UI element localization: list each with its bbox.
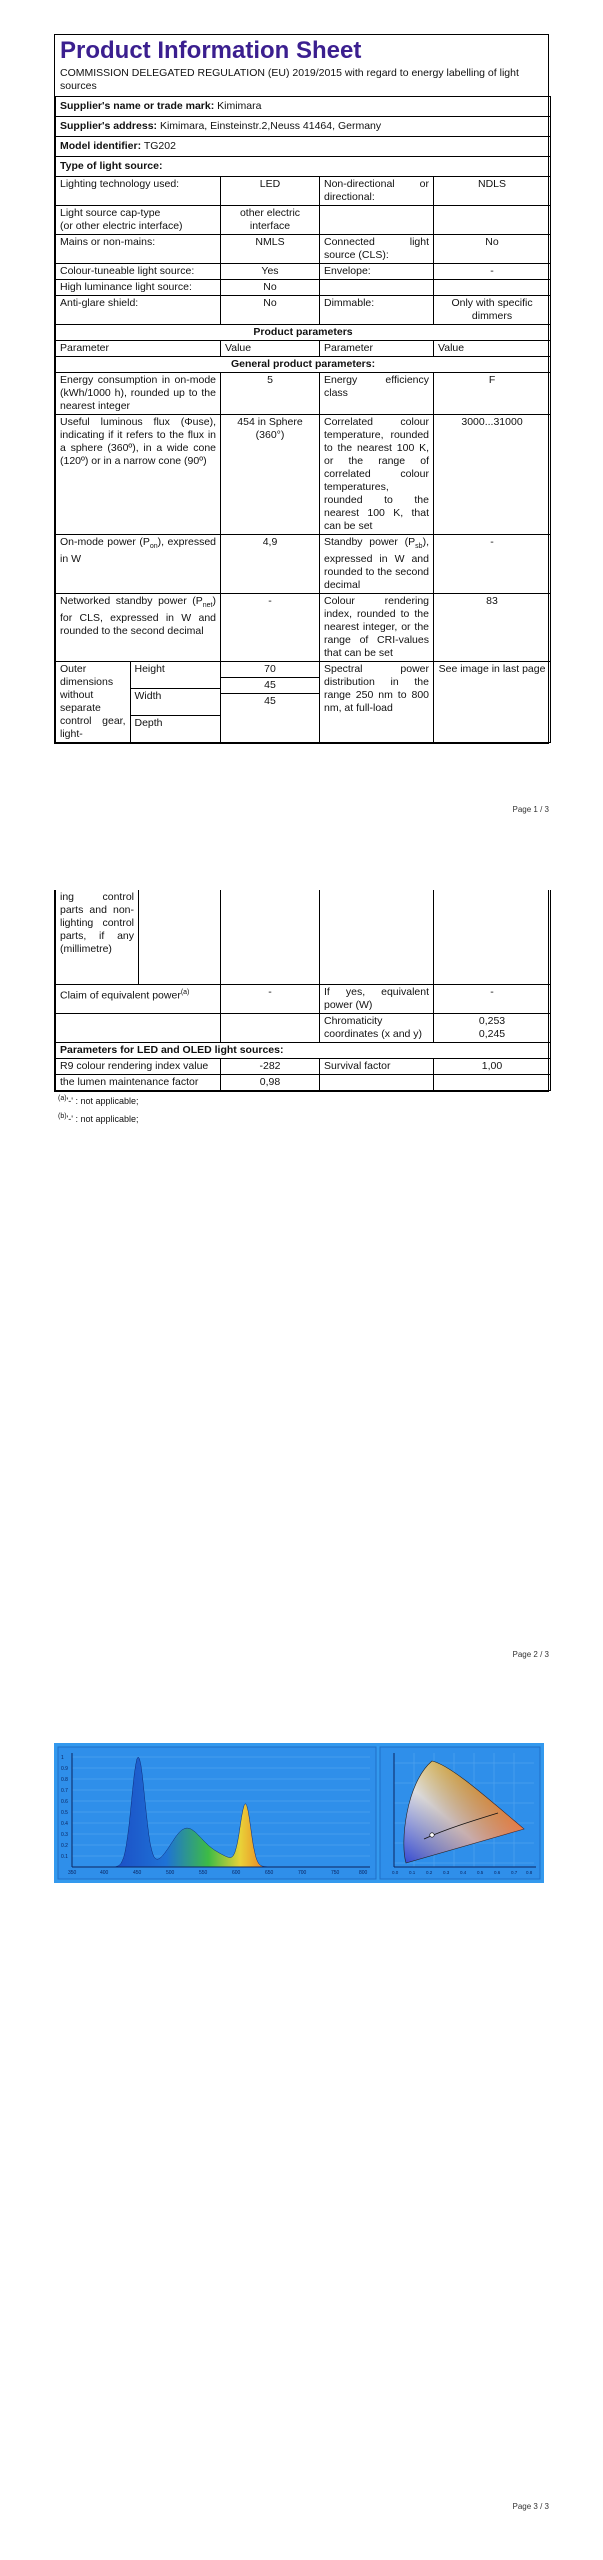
- lumen-maintenance-value: 0,98: [221, 1075, 320, 1091]
- luminous-flux-value: 454 in Sphere (360°): [221, 415, 320, 535]
- spectrum-y-tick: 1: [61, 1755, 64, 1761]
- page-number-2: Page 2 / 3: [512, 1650, 549, 1659]
- empty-cell: [139, 890, 221, 985]
- colour-tuneable-value: Yes: [221, 264, 320, 280]
- dimmable-label: Dimmable:: [320, 296, 434, 325]
- standby-power-text-2: ), expressed in W and rounded to the second decimal: [324, 536, 429, 592]
- empty-cell: [320, 206, 434, 235]
- page-number-1: Page 1 / 3: [512, 805, 549, 814]
- survival-factor-value: 1,00: [434, 1059, 551, 1075]
- standby-power-label: [320, 535, 434, 594]
- energy-efficiency-label: Energy efficiency class: [320, 373, 434, 415]
- cct-value: 3000...31000: [434, 415, 551, 535]
- standby-power-sub: sb: [415, 543, 423, 551]
- chromaticity-value: [434, 1014, 551, 1043]
- table-row: [56, 662, 551, 743]
- cap-type-label-line2: (or other electric interface): [60, 220, 183, 232]
- page-number-3: Page 3 / 3: [512, 2502, 549, 2511]
- height-label: Height: [130, 662, 220, 688]
- dimension-values-cell: [221, 662, 320, 743]
- footnote-a: [58, 1095, 139, 1106]
- cct-label: Correlated colour temperature, rounded to the nearest 100 K, or the range of correlated colour temperatures, rounded to the nearest 100 K, that can be set: [320, 415, 434, 535]
- spectrum-figure: [54, 1743, 544, 1883]
- cie-x-tick: 0.8: [526, 1870, 533, 1875]
- networked-standby-sub: net: [202, 602, 213, 610]
- page-2-sheet: [54, 890, 549, 1092]
- cap-type-label-line1: Light source cap-type: [60, 207, 161, 219]
- high-luminance-value: No: [221, 280, 320, 296]
- led-params-heading: Parameters for LED and OLED light sources:: [56, 1043, 551, 1059]
- product-params-heading: Product parameters: [56, 325, 551, 341]
- chromaticity-label: Chromaticity coordinates (x and y): [320, 1014, 434, 1043]
- connected-label: Connected light source (CLS):: [320, 235, 434, 264]
- address-value: Kimimara, Einsteinstr.2,Neuss 41464, Germany: [159, 120, 382, 132]
- table-row: [56, 1014, 551, 1043]
- chromaticity-x: 0,253: [478, 1015, 506, 1027]
- spectrum-x-tick: 450: [133, 1870, 142, 1876]
- spectrum-x-tick: 500: [166, 1870, 175, 1876]
- cie-x-tick: 0.5: [477, 1870, 484, 1875]
- high-luminance-label: High luminance light source:: [56, 280, 221, 296]
- energy-efficiency-value: F: [434, 373, 551, 415]
- cri-value: 83: [434, 594, 551, 662]
- table-row: [56, 594, 551, 662]
- column-header-parameter-2: Parameter: [320, 341, 434, 357]
- model-value: TG202: [143, 140, 176, 152]
- table-row: [56, 415, 551, 535]
- general-params-heading: General product parameters:: [56, 357, 551, 373]
- cie-chromaticity-point: [430, 1833, 434, 1837]
- r9-label: R9 colour rendering index value: [56, 1059, 221, 1075]
- equivalent-power-value: -: [434, 985, 551, 1014]
- table-row: [56, 296, 551, 325]
- height-value: 70: [221, 662, 319, 678]
- table-row: [56, 235, 551, 264]
- spectral-power-label: Spectral power distribution in the range 250 nm to 800 nm, at full-load: [320, 662, 434, 743]
- equivalent-power-claim-text: Claim of equivalent power: [60, 989, 181, 1002]
- type-heading-row: [56, 157, 551, 177]
- spectrum-figure-svg: [54, 1743, 544, 1883]
- equivalent-power-label: If yes, equivalent power (W): [320, 985, 434, 1014]
- outer-dimensions-cell: [56, 662, 221, 743]
- supplier-value: Kimimara: [217, 100, 262, 112]
- spectrum-y-tick: 0.9: [61, 1766, 68, 1772]
- led-params-heading-row: [56, 1043, 551, 1059]
- colour-tuneable-label: Colour-tuneable light source:: [56, 264, 221, 280]
- spectrum-x-tick: 600: [232, 1870, 241, 1876]
- cap-type-value: other electric interface: [221, 206, 320, 235]
- footnote-b: [58, 1113, 139, 1124]
- product-info-table-continued: [55, 890, 551, 1091]
- lighting-tech-value: LED: [221, 177, 320, 206]
- document-subtitle: COMMISSION DELEGATED REGULATION (EU) 2019/2015 with regard to energy labelling of light sources: [60, 67, 519, 92]
- table-row: [56, 1075, 551, 1091]
- footnote-b-text: '-' : not applicable;: [66, 1114, 139, 1124]
- outer-dimensions-subtable: [56, 662, 220, 742]
- networked-standby-value: -: [221, 594, 320, 662]
- luminous-flux-label: Useful luminous flux (Φuse), indicating if it refers to the flux in a sphere (360º), in a wide cone (120º) or in a narrow cone (90º): [56, 415, 221, 535]
- chromaticity-y: 0,245: [478, 1028, 506, 1040]
- model-row: [56, 137, 551, 157]
- empty-cell: [434, 206, 551, 235]
- table-row: [56, 177, 551, 206]
- empty-cell: [434, 280, 551, 296]
- cie-x-tick: 0.1: [409, 1870, 416, 1875]
- type-heading: Type of light source:: [56, 157, 551, 177]
- connected-value: No: [434, 235, 551, 264]
- table-row: [56, 206, 551, 235]
- on-mode-power-value: 4,9: [221, 535, 320, 594]
- depth-label: Depth: [134, 717, 163, 730]
- table-row: [56, 373, 551, 415]
- cie-x-tick: 0.7: [511, 1870, 518, 1875]
- empty-cell: [221, 1014, 320, 1043]
- r9-value: -282: [221, 1059, 320, 1075]
- spectrum-y-tick: 0.4: [61, 1821, 68, 1827]
- spectrum-x-tick: 800: [359, 1870, 368, 1876]
- model-label: Model identifier:: [60, 140, 142, 152]
- table-row: [56, 264, 551, 280]
- column-header-value-2: Value: [434, 341, 551, 357]
- cie-x-tick: 0.2: [426, 1870, 433, 1875]
- product-info-table: [55, 96, 551, 743]
- envelope-value: -: [434, 264, 551, 280]
- on-mode-power-text-2: ), expressed in W: [60, 536, 217, 566]
- table-row: [56, 890, 551, 985]
- cie-x-tick: 0.6: [494, 1870, 501, 1875]
- address-row: [56, 117, 551, 137]
- spectrum-x-tick: 550: [199, 1870, 208, 1876]
- spectrum-y-tick: 0.3: [61, 1832, 68, 1838]
- table-row: [56, 280, 551, 296]
- equivalent-power-claim-value: -: [221, 985, 320, 1014]
- survival-factor-label: Survival factor: [320, 1059, 434, 1075]
- width-value: 45: [221, 678, 319, 694]
- spectrum-x-tick: 650: [265, 1870, 274, 1876]
- lumen-maintenance-label: the lumen maintenance factor: [56, 1075, 221, 1091]
- cie-x-tick: 0.4: [460, 1870, 467, 1875]
- product-params-heading-row: [56, 325, 551, 341]
- on-mode-power-label: [56, 535, 221, 594]
- empty-cell: [320, 890, 434, 985]
- document-title: Product Information Sheet: [60, 37, 362, 64]
- cap-type-label: [56, 206, 221, 235]
- spectrum-x-tick: 750: [331, 1870, 340, 1876]
- address-label: Supplier's address:: [60, 120, 158, 132]
- spectrum-y-tick: 0.8: [61, 1777, 68, 1783]
- cie-x-tick: 0.3: [443, 1870, 450, 1875]
- column-header-parameter: Parameter: [56, 341, 221, 357]
- depth-value: 45: [264, 695, 276, 708]
- mains-value: NMLS: [221, 235, 320, 264]
- footnote-b-mark: (b): [58, 1113, 67, 1120]
- networked-standby-text: Networked standby power (P: [60, 595, 203, 608]
- page-1-sheet: [54, 34, 549, 744]
- spectrum-y-tick: 0.6: [61, 1799, 68, 1805]
- empty-cell: [320, 280, 434, 296]
- networked-standby-text-2: ) for CLS, expressed in W and rounded to the second decimal: [60, 595, 216, 638]
- empty-cell: [320, 1075, 434, 1091]
- anti-glare-label: Anti-glare shield:: [56, 296, 221, 325]
- outer-dimensions-label-continued: ing control parts and non-lighting control parts, if any (millimetre): [56, 890, 139, 985]
- spectrum-y-tick: 0.5: [61, 1810, 68, 1816]
- spectrum-y-tick: 0.2: [61, 1843, 68, 1849]
- column-header-row: [56, 341, 551, 357]
- table-row: [56, 985, 551, 1014]
- footnote-a-mark: (a): [58, 1095, 67, 1102]
- spectrum-y-tick: 0.1: [61, 1854, 68, 1860]
- spectral-power-value: See image in last page: [434, 662, 551, 743]
- spectrum-x-tick: 400: [100, 1870, 109, 1876]
- empty-cell: [56, 1014, 221, 1043]
- non-directional-value: NDLS: [434, 177, 551, 206]
- width-label: Width: [130, 688, 220, 715]
- empty-cell: [434, 890, 551, 985]
- table-row: [56, 1059, 551, 1075]
- standby-power-value: -: [434, 535, 551, 594]
- networked-standby-label: [56, 594, 221, 662]
- supplier-label: Supplier's name or trade mark:: [60, 100, 215, 112]
- cri-label: Colour rendering index, rounded to the nearest integer, or the range of CRI-values that can be set: [320, 594, 434, 662]
- standby-power-text: Standby power (P: [324, 536, 416, 548]
- dimmable-value: Only with specific dimmers: [434, 296, 551, 325]
- non-directional-label: Non-directional or directional:: [320, 177, 434, 206]
- table-row: [56, 535, 551, 594]
- energy-consumption-value: 5: [221, 373, 320, 415]
- empty-cell: [221, 890, 320, 985]
- cie-x-tick: 0.0: [392, 1870, 399, 1875]
- mains-label: Mains or non-mains:: [56, 235, 221, 264]
- supplier-row: [56, 97, 551, 117]
- lighting-tech-label: Lighting technology used:: [56, 177, 221, 206]
- footnote-a-text: '-' : not applicable;: [66, 1096, 139, 1106]
- on-mode-power-text: On-mode power (P: [60, 536, 150, 548]
- equivalent-power-claim-label: [56, 985, 221, 1014]
- outer-dimensions-label: Outer dimensions without separate control gear, light-: [56, 662, 130, 742]
- spectrum-x-tick: 700: [298, 1870, 307, 1876]
- on-mode-power-sub: on: [149, 543, 158, 551]
- anti-glare-value: No: [221, 296, 320, 325]
- envelope-label: Envelope:: [320, 264, 434, 280]
- energy-consumption-label: Energy consumption in on-mode (kWh/1000 h), rounded up to the nearest integer: [56, 373, 221, 415]
- column-header-value: Value: [221, 341, 320, 357]
- spectrum-y-tick: 0.7: [61, 1788, 68, 1794]
- general-params-heading-row: [56, 357, 551, 373]
- equivalent-power-claim-sup: (a): [180, 989, 190, 996]
- spectrum-x-tick: 350: [68, 1870, 77, 1876]
- empty-cell: [434, 1075, 551, 1091]
